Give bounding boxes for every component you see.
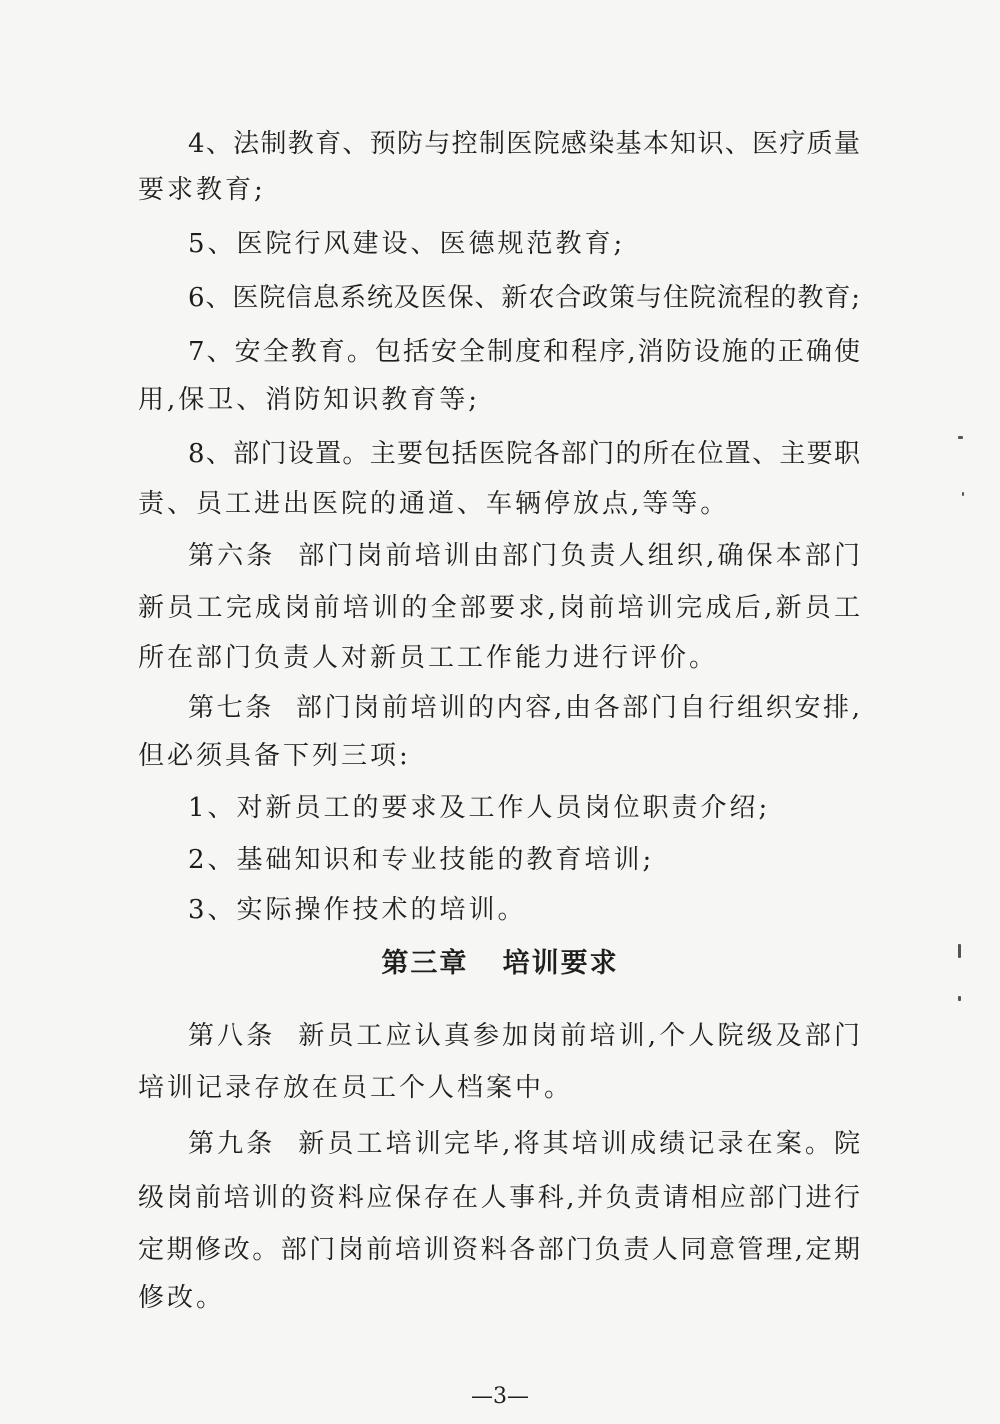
text-line: 3、实际操作技术的培训。 xyxy=(188,895,527,925)
text-line: 8、部门设置。主要包括医院各部门的所在位置、主要职 xyxy=(188,439,860,469)
chapter-heading: 第三章 培训要求 xyxy=(381,948,619,979)
text-line: 修改。 xyxy=(138,1283,226,1313)
scan-speck xyxy=(962,492,964,496)
text-line: 责、员工进出医院的通道、车辆停放点,等等。 xyxy=(138,489,730,519)
page-number: —3— xyxy=(471,1384,529,1409)
text-line: 4、法制教育、预防与控制医院感染基本知识、医疗质量 xyxy=(188,129,860,159)
text-line: 2、基础知识和专业技能的教育培训; xyxy=(188,845,655,875)
text-line: 级岗前培训的资料应保存在人事科,并负责请相应部门进行 xyxy=(138,1183,860,1213)
scan-speck xyxy=(958,436,963,439)
article-9-line: 第九条 新员工培训完毕,将其培训成绩记录在案。院 xyxy=(188,1129,860,1159)
article-6-line: 第六条 部门岗前培训由部门负责人组织,确保本部门 xyxy=(188,541,860,571)
text-line: 7、安全教育。包括安全制度和程序,消防设施的正确使 xyxy=(188,337,860,367)
scan-speck xyxy=(958,996,961,1001)
text-line: 用,保卫、消防知识教育等; xyxy=(138,385,481,415)
article-8-line: 第八条 新员工应认真参加岗前培训,个人院级及部门 xyxy=(188,1021,860,1051)
text-line: 6、医院信息系统及医保、新农合政策与住院流程的教育; xyxy=(188,283,860,313)
text-line: 但必须具备下列三项: xyxy=(138,741,411,771)
scan-speck xyxy=(958,944,961,958)
text-line: 定期修改。部门岗前培训资料各部门负责人同意管理,定期 xyxy=(138,1235,860,1265)
text-line: 所在部门负责人对新员工工作能力进行评价。 xyxy=(138,643,719,673)
text-line: 新员工完成岗前培训的全部要求,岗前培训完成后,新员工 xyxy=(138,593,860,623)
text-line: 培训记录存放在员工个人档案中。 xyxy=(138,1073,574,1103)
text-line: 1、对新员工的要求及工作人员岗位职责介绍; xyxy=(188,793,771,823)
text-line: 5、医院行风建设、医德规范教育; xyxy=(188,229,626,259)
text-line: 要求教育; xyxy=(138,175,266,205)
article-7-line: 第七条 部门岗前培训的内容,由各部门自行组织安排, xyxy=(188,693,860,723)
